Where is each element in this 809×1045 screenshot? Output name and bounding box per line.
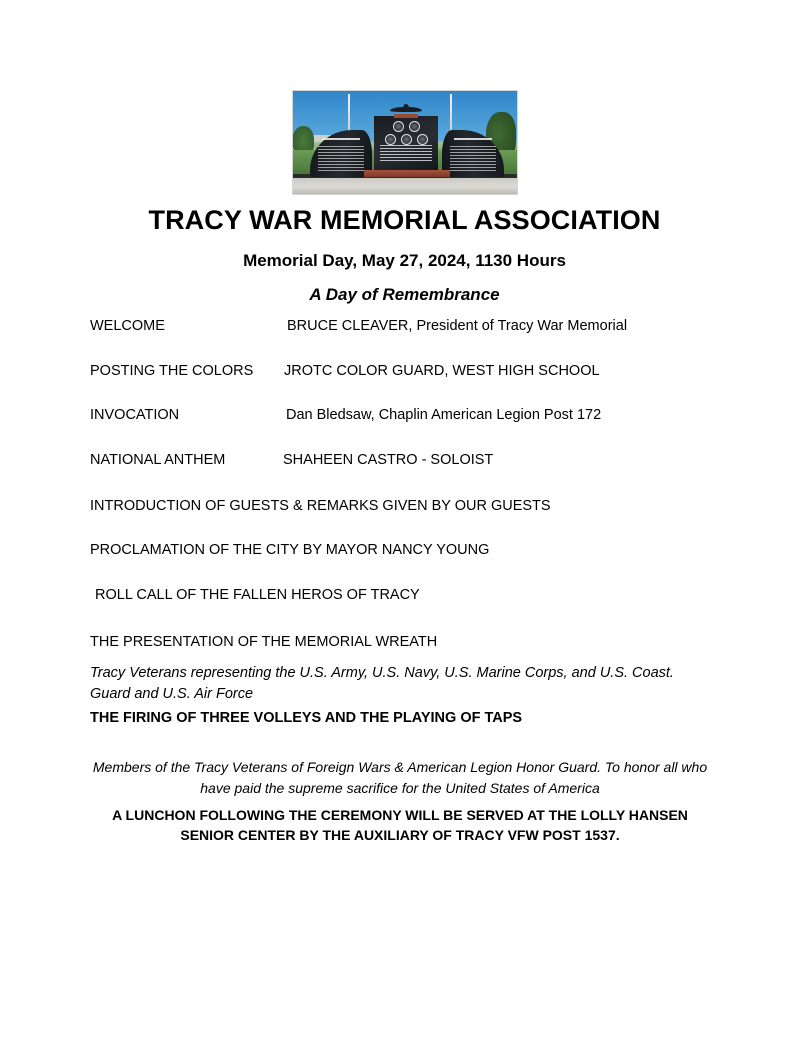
luncheon-note: A LUNCHON FOLLOWING THE CEREMONY WILL BE SERVED AT THE LOLLY HANSEN SENIOR CENTER BY THE AUXILIARY OF TRACY VFW POST 1537. (112, 807, 688, 844)
announcement-wreath-presentation: THE PRESENTATION OF THE MEMORIAL WREATH (90, 634, 438, 650)
photo-wing-left-heading (322, 138, 360, 140)
photo-monument-base (364, 170, 450, 177)
service-seal-icon (401, 134, 412, 145)
program-value: Dan Bledsaw, Chaplin American Legion Post 172 (286, 407, 602, 423)
announcement-introduction-of-guests: INTRODUCTION OF GUESTS & REMARKS GIVEN BY OUR GUESTS (90, 498, 551, 514)
photo-service-seal-row-bottom (380, 134, 432, 145)
service-seal-icon (417, 134, 428, 145)
program-value: JROTC COLOR GUARD, WEST HIGH SCHOOL (284, 362, 600, 379)
memorial-photo-image (292, 90, 518, 195)
program-value: BRUCE CLEAVER, President of Tracy War Memorial (287, 318, 628, 334)
photo-wing-right-names (450, 146, 496, 172)
service-seal-icon (393, 121, 404, 132)
program-label: NATIONAL ANTHEM (90, 451, 226, 468)
program-value: SHAHEEN CASTRO - SOLOIST (283, 451, 494, 468)
program-row-invocation (90, 407, 730, 452)
memorial-photo (292, 90, 518, 195)
announcement-roll-call: ROLL CALL OF THE FALLEN HEROS OF TRACY (95, 587, 420, 603)
announcement-proclamation: PROCLAMATION OF THE CITY BY MAYOR NANCY YOUNG (90, 542, 490, 558)
program-label: POSTING THE COLORS (90, 362, 254, 379)
event-tagline: A Day of Remembrance (309, 285, 500, 304)
service-seal-icon (409, 121, 420, 132)
photo-wing-left-names (318, 146, 364, 172)
photo-service-seal-row-top (380, 121, 432, 132)
photo-wing-right-heading (454, 138, 492, 140)
page-title: TRACY WAR MEMORIAL ASSOCIATION (148, 205, 661, 235)
program-row-national-anthem (90, 452, 730, 497)
photo-service-seals (380, 121, 432, 147)
announcement-volleys-and-taps: THE FIRING OF THREE VOLLEYS AND THE PLAYING OF TAPS (90, 710, 523, 726)
veterans-branches-note: Tracy Veterans representing the U.S. Army, U.S. Navy, U.S. Marine Corps, and U.S. Coast. Guard and U.S. Air Force (90, 665, 674, 703)
photo-walkway (292, 174, 518, 195)
event-date-subtitle: Memorial Day, May 27, 2024, 1130 Hours (243, 251, 566, 270)
eagle-statue-icon (390, 104, 422, 116)
program-row-welcome (90, 318, 730, 363)
program-label: INVOCATION (90, 407, 180, 423)
program-list (90, 318, 730, 496)
program-row-posting-the-colors (90, 363, 730, 408)
photo-monument-inscription (380, 145, 432, 163)
service-seal-icon (385, 134, 396, 145)
program-label: WELCOME (90, 318, 165, 334)
honor-guard-note: Members of the Tracy Veterans of Foreign Wars & American Legion Honor Guard. To honor all who have paid the supreme sacrifice for the United States of America (92, 759, 708, 796)
